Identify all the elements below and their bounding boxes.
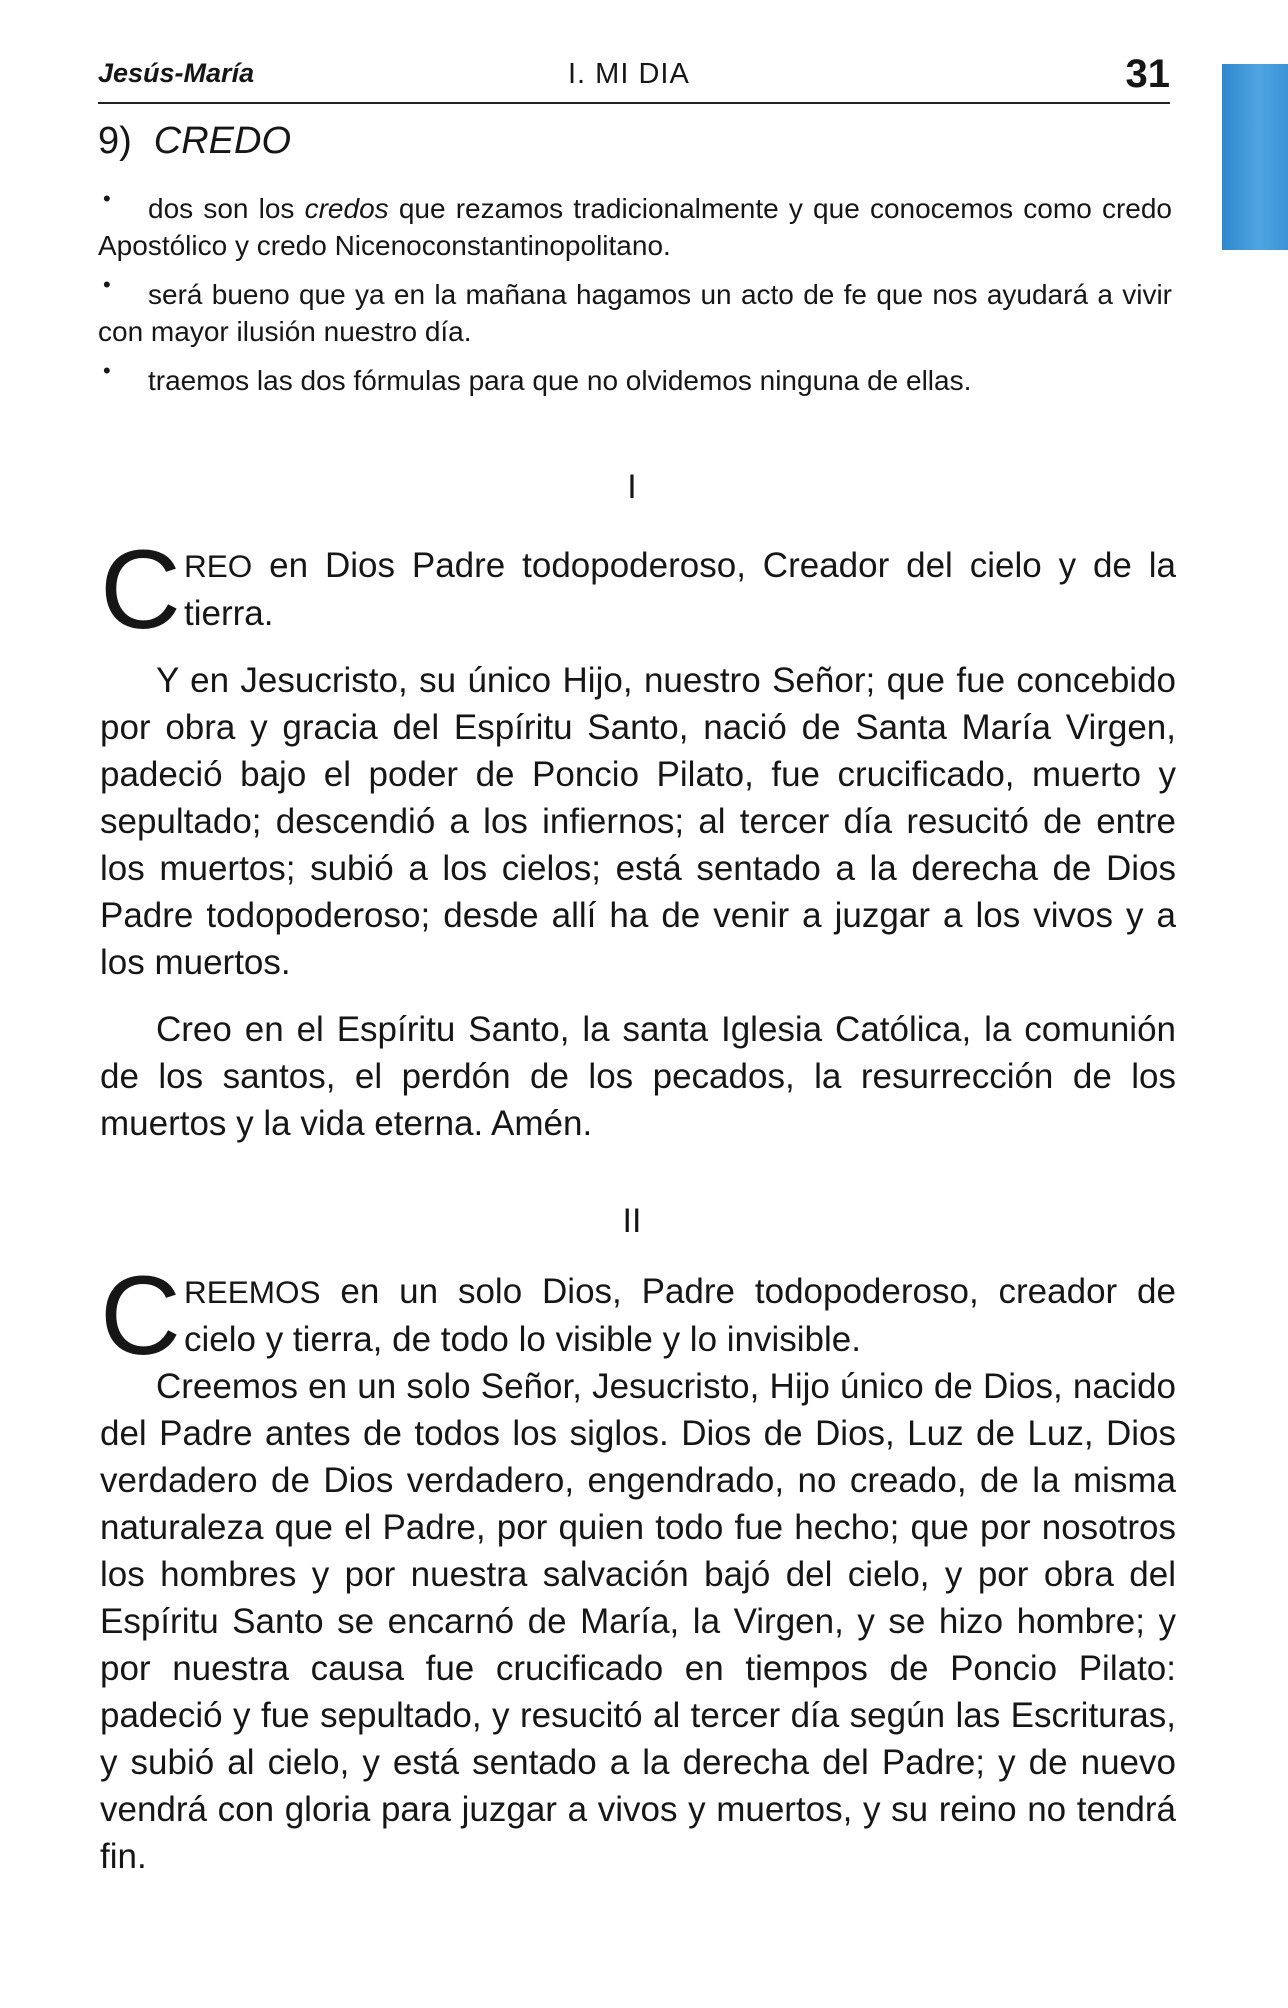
bookmark-tab xyxy=(1222,64,1288,250)
bullet-dot-icon: • xyxy=(103,186,111,211)
section-heading xyxy=(98,120,291,163)
bullet-emphasis: credos xyxy=(304,193,389,224)
apostles-creed xyxy=(100,527,1176,1167)
section-number: 9) xyxy=(98,120,132,162)
header-chapter: I. MI DIA xyxy=(568,58,690,90)
creed-paragraph: Creemos en un solo Señor, Jesucristo, Hijo único de Dios, nacido del Padre antes de todos los siglos. Dios de Dios, Luz de Luz, Dios verdadero de Dios verdadero, engendrado, no creado, de la misma naturaleza que el Padre, por quien todo fue hecho; que por nosotros los hombres y por nuestra salvación bajó del cielo, y por obra del Espíritu Santo se encarnó de María, la Virgen, y se hizo hombre; y por nuestra causa fue crucificado en tiempos de Poncio Pilato: padeció y fue sepultado, y resucitó al tercer día según las Escrituras, y subió al cielo, y está sentado a la derecha del Padre; y de nuevo vendrá con gloria para juzgar a vivos y muertos, y su reino no tendrá fin. xyxy=(100,1367,1176,1876)
bullet-item xyxy=(98,358,1172,399)
lead-word: REEMOS xyxy=(184,1274,321,1310)
bullet-text: será bueno que ya en la mañana hagamos un acto de fe que nos ayudará a vivir con mayor ilusión nuestro día. xyxy=(98,279,1172,347)
creed-text: en Dios Padre todopoderoso, Creador del cielo y de la tierra. xyxy=(184,546,1176,633)
bullet-text: que rezamos tradicionalmente y que conocemos como credo Apostólico y credo Nicenoconstantinopolitano. xyxy=(98,193,1172,261)
creed-paragraph: Creo en el Espíritu Santo, la santa Iglesia Católica, la comunión de los santos, el perdón de los pecados, la resurrección de los muertos y la vida eterna. Amén. xyxy=(100,1010,1176,1143)
creed-paragraph: Y en Jesucristo, su único Hijo, nuestro Señor; que fue concebido por obra y gracia del Espíritu Santo, nació de Santa María Virgen, padeció bajo el poder de Poncio Pilato, fue crucificado, muerto y sepultado; descendió a los infiernos; al tercer día resucitó de entre los muertos; subió a los cielos; está sentado a la derecha de Dios Padre todopoderoso; desde allí ha de venir a juzgar a los vivos y a los muertos. xyxy=(100,661,1176,982)
nicene-creed xyxy=(100,1253,1176,1900)
header-author: Jesús-María xyxy=(98,58,255,88)
creed-opening xyxy=(100,527,1176,652)
creed-numeral: I xyxy=(627,468,637,506)
lead-word: REO xyxy=(184,548,253,584)
creed-text: en un solo Dios, Padre todopoderoso, creador de cielo y tierra, de todo lo visible y lo invisible. xyxy=(184,1272,1176,1359)
bullet-text: traemos las dos fórmulas para que no olvidemos ninguna de ellas. xyxy=(148,365,972,396)
page-number: 31 xyxy=(1125,52,1170,96)
bullet-list xyxy=(98,186,1172,411)
creed-numeral: II xyxy=(622,1202,642,1240)
bullet-text: dos son los xyxy=(148,193,305,224)
section-title: CREDO xyxy=(153,120,292,162)
bullet-item xyxy=(98,186,1172,264)
drop-cap: C xyxy=(100,1253,181,1378)
bullet-item xyxy=(98,272,1172,350)
bullet-dot-icon: • xyxy=(103,358,111,383)
running-header xyxy=(98,54,1170,104)
drop-cap: C xyxy=(100,527,181,652)
creed-opening xyxy=(100,1253,1176,1378)
bullet-dot-icon: • xyxy=(103,272,111,297)
